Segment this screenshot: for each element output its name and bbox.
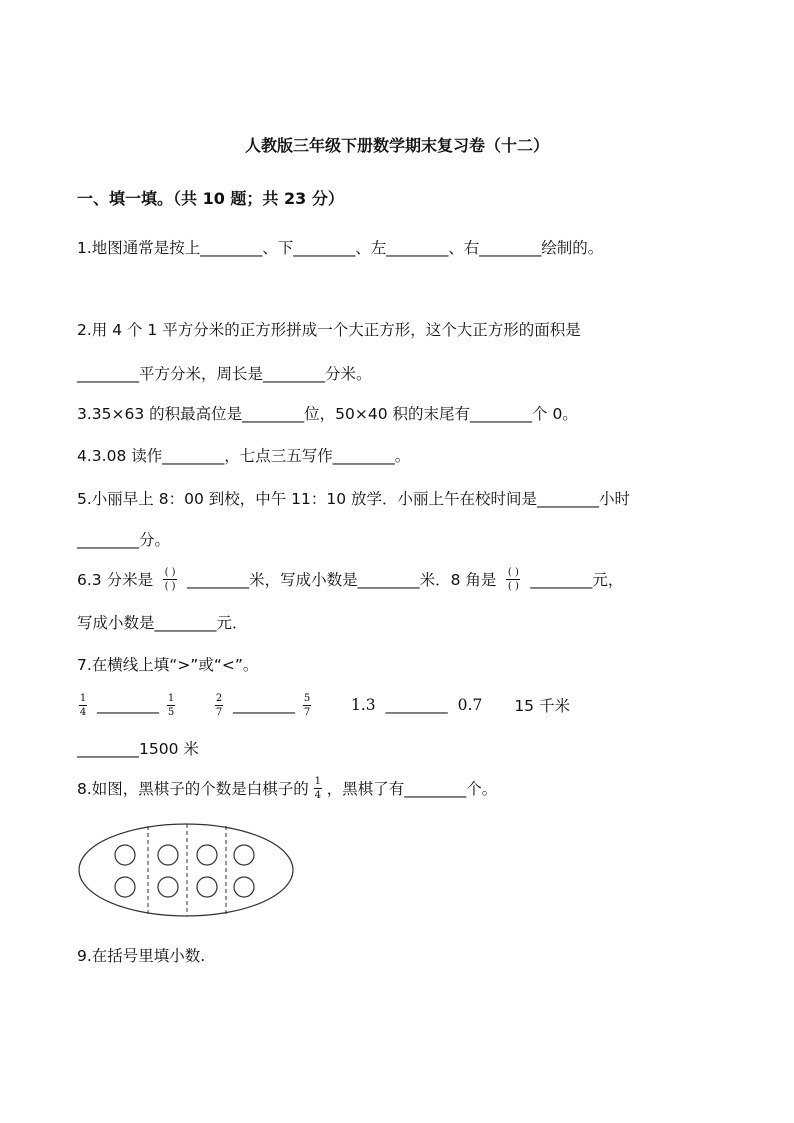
comparison-blank: ________ xyxy=(233,696,295,714)
fraction-bar xyxy=(163,579,177,580)
fraction-numerator: ( ) xyxy=(164,566,176,578)
comparison-blank: ________ xyxy=(97,696,159,714)
decimal-0-7: 0.7 xyxy=(457,696,483,714)
fraction-numerator: 1 xyxy=(79,692,87,704)
fraction-numerator: 1 xyxy=(167,692,175,704)
fraction-numerator: 2 xyxy=(215,692,223,704)
white-piece xyxy=(234,877,254,897)
question-4: 4.3.08 读作________，七点三五写作________。 xyxy=(77,447,411,465)
fraction-blank xyxy=(163,567,177,592)
white-piece xyxy=(197,877,217,897)
question-8-text-a: 8.如图，黑棋子的个数是白棋子的 xyxy=(77,780,309,798)
fraction-denominator: 7 xyxy=(303,706,311,718)
white-piece xyxy=(234,845,254,865)
white-piece xyxy=(158,877,178,897)
question-8-text-b: ，黑棋了有________个。 xyxy=(326,780,498,798)
fraction-numerator: 1 xyxy=(314,775,321,787)
chess-pieces-figure xyxy=(76,820,296,920)
fraction-bar xyxy=(506,579,520,580)
white-piece xyxy=(115,845,135,865)
question-1: 1.地图通常是按上________、下________、左________、右________绘制的。 xyxy=(77,239,604,257)
fraction-bar xyxy=(314,788,322,789)
white-piece xyxy=(158,845,178,865)
fraction-denominator: 4 xyxy=(79,706,87,718)
fraction-1-4 xyxy=(314,776,322,801)
fraction-denominator: ( ) xyxy=(164,580,176,592)
question-6-text-c: ________元， xyxy=(530,571,624,589)
decimal-1-3: 1.3 xyxy=(351,696,376,714)
fraction-bar xyxy=(167,705,175,706)
comparison-blank: ________ xyxy=(385,696,448,714)
fraction-denominator: 5 xyxy=(167,706,175,718)
question-2-line-2: ________平方分米，周长是________分米。 xyxy=(77,365,372,383)
fraction-5-7 xyxy=(303,693,311,718)
question-6-line-2: 写成小数是________元． xyxy=(77,614,248,632)
fraction-1-4 xyxy=(79,693,87,718)
question-9: 9.在括号里填小数. xyxy=(77,947,206,965)
fraction-numerator: 5 xyxy=(303,692,311,704)
fraction-denominator: 4 xyxy=(314,789,321,801)
question-3: 3.35×63 的积最高位是________位，50×40 积的末尾有________个 0。 xyxy=(77,405,578,423)
white-piece xyxy=(197,845,217,865)
fraction-denominator: 7 xyxy=(215,706,223,718)
question-2-line-1: 2.用 4 个 1 平方分米的正方形拼成一个大正方形，这个大正方形的面积是 xyxy=(77,321,581,339)
fraction-bar xyxy=(215,705,223,706)
fraction-denominator: ( ) xyxy=(507,580,519,592)
question-5-line-1: 5.小丽早上 8：00 到校，中午 11：10 放学．小丽上午在校时间是________小时 xyxy=(77,490,631,508)
question-6-line-1 xyxy=(77,562,623,596)
question-7-instruction: 7.在横线上填“>”或“<”。 xyxy=(77,656,259,674)
distance-15-km: 15 千米 xyxy=(514,697,570,715)
question-6-text-b: ________米，写成小数是________米．8 角是 xyxy=(187,571,497,589)
page-title: 人教版三年级下册数学期末复习卷（十二） xyxy=(244,136,549,155)
fraction-bar xyxy=(303,705,311,706)
fraction-2-7 xyxy=(215,693,223,718)
fraction-1-5 xyxy=(167,693,175,718)
question-7-comparisons xyxy=(77,688,570,722)
oval-outline xyxy=(79,824,293,916)
white-piece xyxy=(115,877,135,897)
fraction-numerator: ( ) xyxy=(507,566,519,578)
question-7-line-2: ________1500 米 xyxy=(77,740,199,758)
question-6-text-a: 6.3 分米是 xyxy=(77,571,154,589)
fraction-bar xyxy=(79,705,87,706)
question-5-line-2: ________分。 xyxy=(77,531,171,549)
question-8 xyxy=(77,771,497,805)
fraction-blank xyxy=(506,567,520,592)
section-heading: 一、填一填。（共 10 题；共 23 分） xyxy=(77,189,344,208)
